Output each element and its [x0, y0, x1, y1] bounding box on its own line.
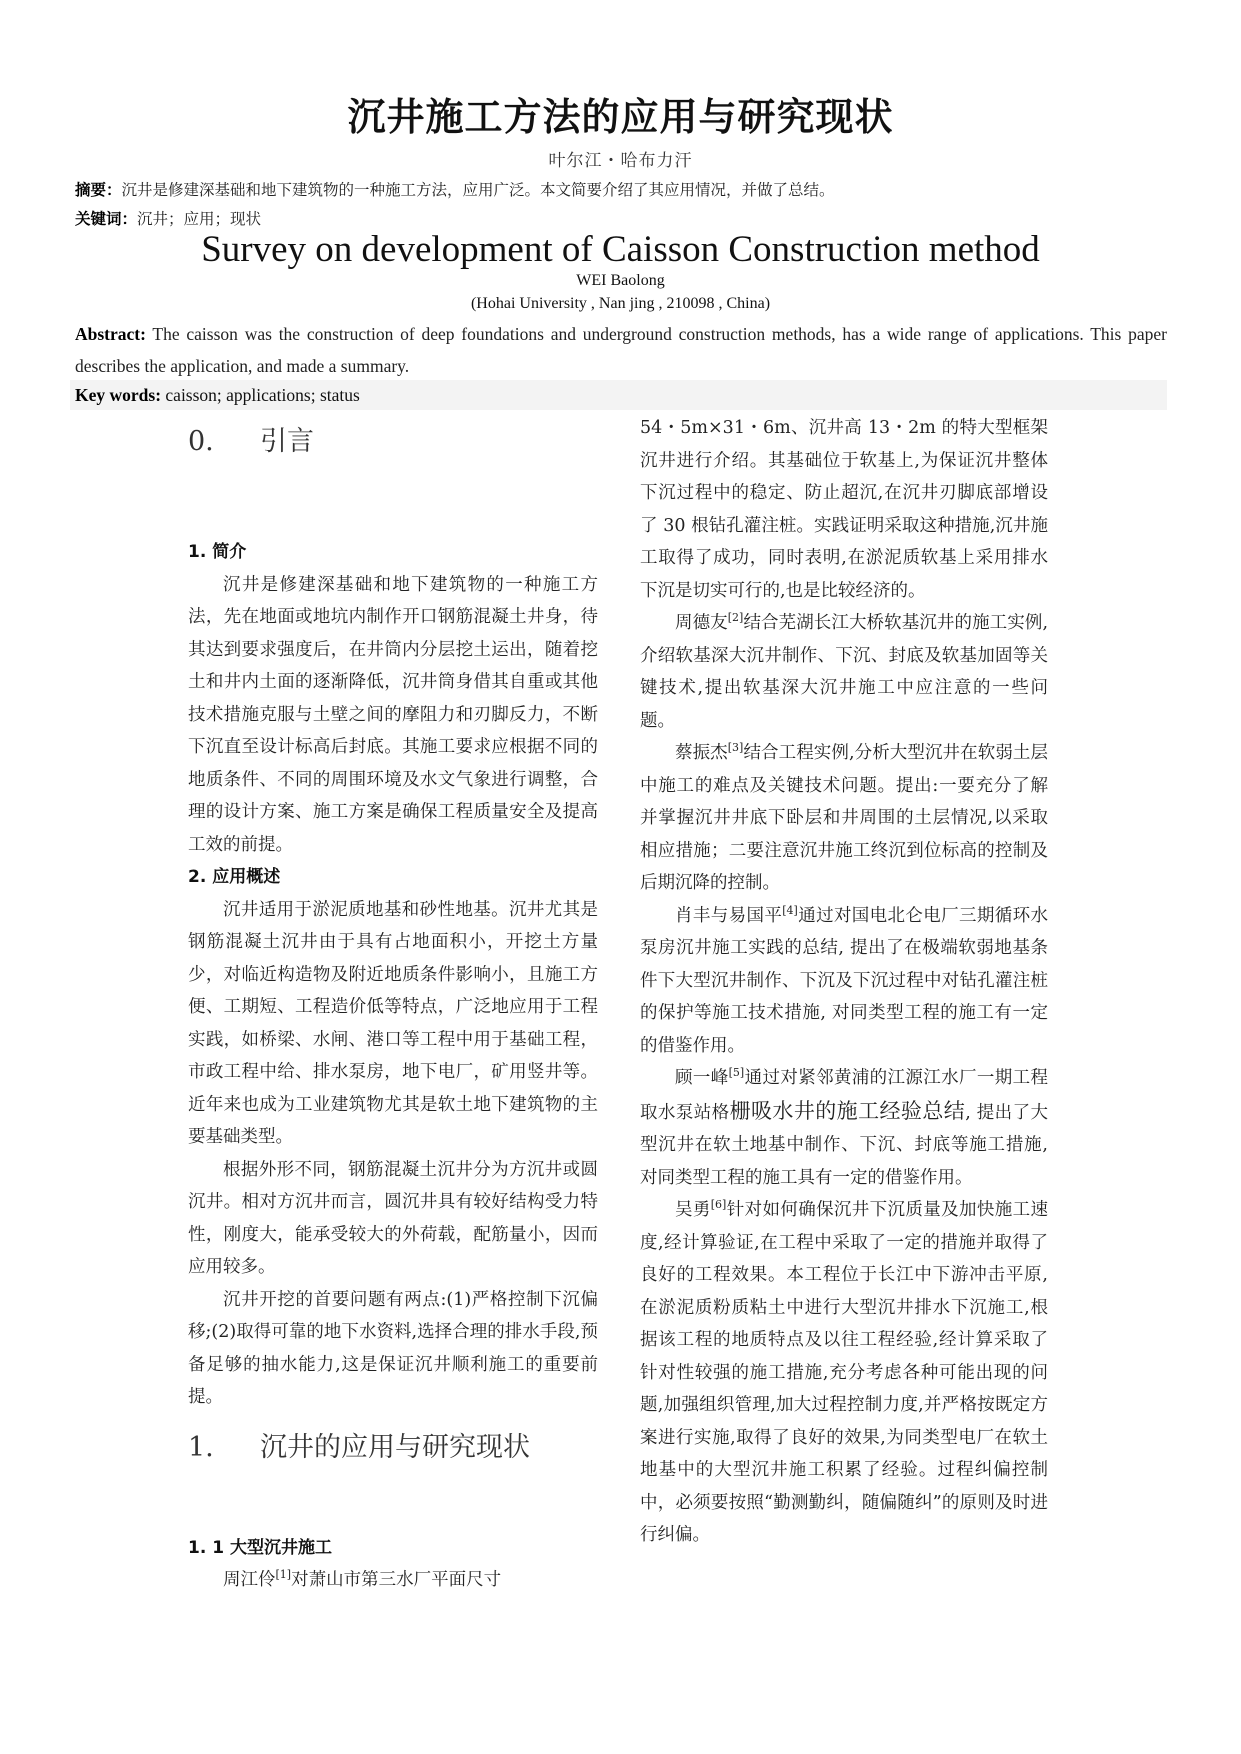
- paragraph-zhou-deyou: [640, 607, 1048, 737]
- author-affiliation-en: (Hohai University , Nan jing , 210098 , China): [470, 295, 771, 312]
- paragraph-text: 对萧山市第三水厂平面尺寸: [291, 1570, 502, 1590]
- section-title: 沉井的应用与研究现状: [260, 1431, 530, 1463]
- paper-title-en: Survey on development of Caisson Construction method: [201, 229, 1040, 270]
- paragraph-text: 周德友: [675, 613, 728, 633]
- paragraph-xiao-feng: [640, 900, 1048, 1063]
- section-heading-1: [188, 1432, 598, 1464]
- subsection-heading-large-caisson: 1. 1 大型沉井施工: [188, 1537, 332, 1558]
- abstract-en-text: The caisson was the construction of deep foundations and underground construction methods, has a wide range of applications. This paper describes the application, and made a summary.: [75, 324, 1167, 376]
- paragraph-text: 肖丰与易国平: [675, 905, 783, 926]
- paragraph-text: 吴勇: [675, 1200, 711, 1220]
- right-column: [640, 412, 1048, 1552]
- paragraph-text: 顾一峰: [675, 1068, 729, 1088]
- reference-5: [5]: [728, 1066, 745, 1080]
- author-name-en: WEI Baolong: [576, 272, 665, 289]
- paragraph-text-large: 栅吸水井的施工经验总结: [729, 1098, 966, 1123]
- section-number: 0.: [188, 426, 214, 457]
- paragraph-text: , 提出了大型沉井在软土地基中制作、下沉、封底等施工措施,对同类型工程的施工具有一定的借鉴作用。: [640, 1102, 1049, 1188]
- keywords-cn-text: 沉井；应用；现状: [137, 210, 262, 228]
- left-column: [188, 412, 598, 1597]
- reference-6: [6]: [710, 1198, 727, 1212]
- keywords-cn-label: 关键词：: [75, 210, 138, 228]
- abstract-en-label: Abstract:: [75, 324, 146, 344]
- paragraph-text: 结合工程实例,分析大型沉井在软弱土层中施工的难点及关键技术问题。提出:一要充分了解并掌握沉井井底下卧层和井周围的土层情况,以采取相应措施；二要注意沉井施工终沉到位标高的控制及后期沉降的控制。: [640, 743, 1049, 893]
- reference-3: [3]: [727, 741, 744, 755]
- paragraph-gu-yifeng: [640, 1062, 1048, 1194]
- paragraph-text: 通过对国电北仑电厂三期循环水泵房沉井施工实践的总结, 提出了在极端软弱地基条件下大型沉井制作、下沉及下沉过程中对钻孔灌注桩的保护等施工技术措施, 对同类型工程的施工有一定的借鉴作用。: [640, 905, 1049, 1056]
- section-number: 1.: [188, 1431, 214, 1463]
- paragraph-application-1: 沉井适用于淤泥质地基和砂性地基。沉井尤其是钢筋混凝土沉井由于具有占地面积小，开挖土方量少，对临近构造物及附近地质条件影响小，且施工方便、工期短、工程造价低等特点，广泛地应用于工程实践，如桥梁、水闸、港口等工程中用于基础工程，市政工程中给、排水泵房，地下电厂，矿用竖井等。近年来也成为工业建筑物尤其是软土地下建筑物的主要基础类型。: [188, 899, 598, 1147]
- paragraph-text: 针对如何确保沉井下沉质量及加快施工速度,经计算验证,在工程中采取了一定的措施并取得了良好的工程效果。本工程位于长江中下游冲击平原,在淤泥质粉质粘土中进行大型沉井排水下沉施工,根据该工程的地质特点及以往工程经验,经计算采取了针对性较强的施工措施,充分考虑各种可能出现的问题,加强组织管理,加大过程控制力度,并严格按既定方案进行实施,取得了良好的效果,为同类型电厂在软土地基中的大型沉井施工积累了经验。过程纠偏控制中，必须要按照“勤测勤纠，随偏随纠”的原则及时进行纠偏。: [640, 1200, 1049, 1545]
- abstract-cn-text: 沉井是修建深基础和地下建筑物的一种施工方法，应用广泛。本文简要介绍了其应用情况，并做了总结。: [121, 181, 835, 199]
- abstract-en: [75, 318, 1167, 382]
- abstract-cn: [75, 178, 835, 200]
- paragraph-cai-zhenjie: [640, 737, 1048, 900]
- paragraph-application-2: 根据外形不同，钢筋混凝土沉井分为方沉井或圆沉井。相对方沉井而言，圆沉井具有较好结构受力特性，刚度大，能承受较大的外荷载，配筋量小，因而应用较多。: [188, 1159, 598, 1277]
- abstract-cn-label: 摘要：: [75, 181, 122, 199]
- paragraph-zhou-jiangling: [188, 1564, 598, 1597]
- paragraph-text: 蔡振杰: [675, 743, 728, 763]
- reference-4: [4]: [782, 903, 798, 917]
- keywords-cn: [75, 207, 261, 229]
- subsection-heading-application: 2. 应用概述: [188, 867, 281, 887]
- keywords-en: [70, 380, 1167, 410]
- paragraph-text: 通过对紧邻黄浦的江源江水厂一期工程取水泵站格: [640, 1068, 1049, 1123]
- reference-2: [2]: [727, 611, 744, 625]
- paragraph-application-3: 沉井开挖的首要问题有两点:(1)严格控制下沉偏移;(2)取得可靠的地下水资料,选择合理的排水手段,预备足够的抽水能力,这是保证沉井顺利施工的重要前提。: [188, 1289, 598, 1407]
- section-title: 引言: [260, 426, 314, 457]
- paragraph-text: 结合芜湖长江大桥软基沉井的施工实例,介绍软基深大沉井制作、下沉、封底及软基加固等关键技术,提出软基深大沉井施工中应注意的一些问题。: [640, 613, 1049, 731]
- paragraph-intro: 沉井是修建深基础和地下建筑物的一种施工方法，先在地面或地坑内制作开口钢筋混凝土井身，待其达到要求强度后，在井筒内分层挖土运出，随着挖土和井内土面的逐渐降低，沉井筒身借其自重或其他技术措施克服与土壁之间的摩阻力和刃脚反力，不断下沉直至设计标高后封底。其施工要求应根据不同的地质条件、不同的周围环境及水文气象进行调整，合理的设计方案、施工方案是确保工程质量安全及提高工效的前提。: [188, 574, 598, 855]
- subsection-heading-intro: 1. 简介: [188, 542, 247, 562]
- author-name-cn: 叶尔江・哈布力汗: [548, 151, 693, 171]
- paragraph-zhou-jiangling-cont: 54・5m×31・6m、沉井高 13・2m 的特大型框架沉井进行介绍。其基础位于软基上,为保证沉井整体下沉过程中的稳定、防止超沉,在沉井刃脚底部增设了 30 根钻孔灌注桩。实践证明采取这种措施,沉井施工取得了成功，同时表明,在淤泥质软基上采用排水下沉是切实可行的,也是比较经济的。: [640, 418, 1048, 601]
- paragraph-wu-yong: [640, 1194, 1048, 1552]
- keywords-en-label: Key words:: [75, 385, 162, 405]
- section-heading-0: [188, 426, 598, 458]
- paragraph-text: 周江伶: [223, 1570, 276, 1590]
- keywords-en-text: caisson; applications; status: [161, 385, 360, 405]
- paper-title-cn: 沉井施工方法的应用与研究现状: [347, 95, 894, 139]
- reference-1: [1]: [275, 1568, 292, 1582]
